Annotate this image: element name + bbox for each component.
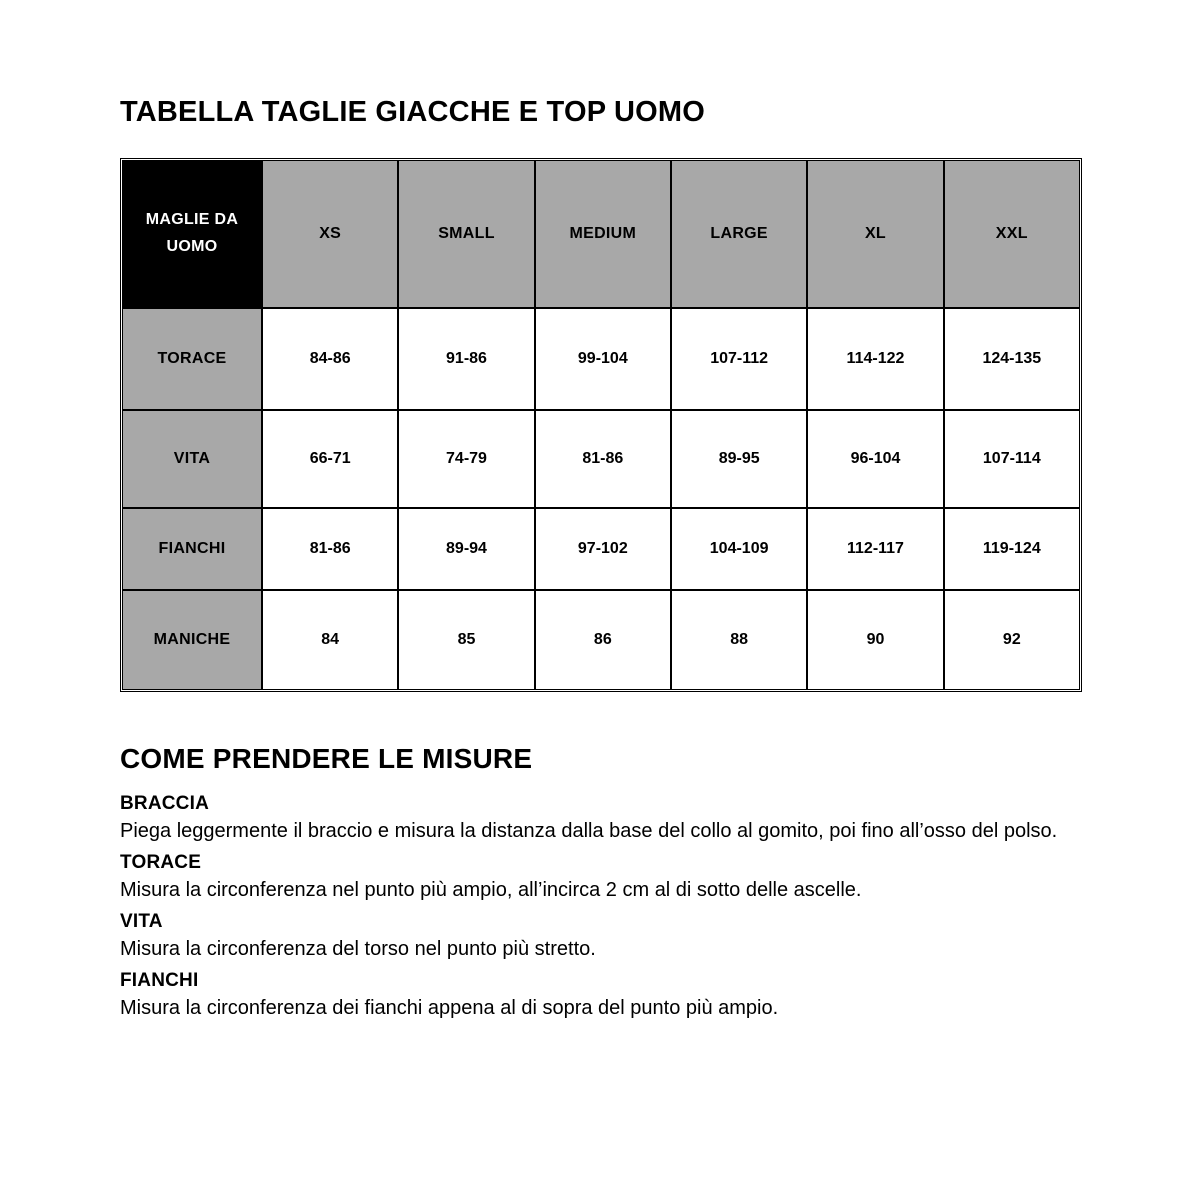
column-header-small: SMALL — [398, 160, 534, 308]
cell-maniche-xxl: 92 — [944, 590, 1080, 690]
cell-fianchi-xs: 81-86 — [262, 508, 398, 590]
row-label-fianchi: FIANCHI — [122, 508, 262, 590]
column-header-xl: XL — [807, 160, 943, 308]
table-body — [122, 308, 1080, 690]
column-header-xxl: XXL — [944, 160, 1080, 308]
cell-maniche-medium: 86 — [535, 590, 671, 690]
measurement-item-vita — [120, 911, 1080, 964]
cell-vita-large: 89-95 — [671, 410, 807, 508]
cell-maniche-xl: 90 — [807, 590, 943, 690]
table-row — [122, 590, 1080, 690]
table-header-row — [122, 160, 1080, 308]
column-header-xs: XS — [262, 160, 398, 308]
cell-maniche-small: 85 — [398, 590, 534, 690]
cell-fianchi-xl: 112-117 — [807, 508, 943, 590]
table-row — [122, 508, 1080, 590]
cell-maniche-xs: 84 — [262, 590, 398, 690]
table-row — [122, 308, 1080, 410]
cell-vita-xs: 66-71 — [262, 410, 398, 508]
measurement-description: Misura la circonferenza dei fianchi appena al di sopra del punto più ampio. — [120, 996, 779, 1019]
measurement-term: VITA — [120, 910, 163, 932]
cell-vita-xxl: 107-114 — [944, 410, 1080, 508]
measurement-description: Piega leggermente il braccio e misura la distanza dalla base del collo al gomito, poi fino all’osso del polso. — [120, 819, 1058, 842]
measurement-term: TORACE — [120, 851, 202, 873]
measurement-description: Misura la circonferenza nel punto più ampio, all’incirca 2 cm al di sotto delle ascelle. — [120, 878, 862, 901]
cell-torace-large: 107-112 — [671, 308, 807, 410]
size-chart-table — [121, 159, 1081, 691]
cell-fianchi-small: 89-94 — [398, 508, 534, 590]
cell-fianchi-xxl: 119-124 — [944, 508, 1080, 590]
cell-vita-small: 74-79 — [398, 410, 534, 508]
cell-vita-medium: 81-86 — [535, 410, 671, 508]
cell-torace-xs: 84-86 — [262, 308, 398, 410]
measurement-description: Misura la circonferenza del torso nel punto più stretto. — [120, 937, 596, 960]
measurement-item-braccia — [120, 793, 1080, 846]
measurement-item-torace — [120, 852, 1080, 905]
cell-fianchi-medium: 97-102 — [535, 508, 671, 590]
row-label-torace: TORACE — [122, 308, 262, 410]
size-table-wrapper — [120, 158, 1082, 692]
measurements-heading: COME PRENDERE LE MISURE — [120, 742, 533, 774]
measurement-term: BRACCIA — [120, 792, 210, 814]
table-header — [122, 160, 1080, 308]
cell-torace-xxl: 124-135 — [944, 308, 1080, 410]
table-row — [122, 410, 1080, 508]
row-label-vita: VITA — [122, 410, 262, 508]
cell-torace-xl: 114-122 — [807, 308, 943, 410]
measurement-term: FIANCHI — [120, 969, 199, 991]
measurement-item-fianchi — [120, 970, 1080, 1023]
cell-vita-xl: 96-104 — [807, 410, 943, 508]
cell-torace-small: 91-86 — [398, 308, 534, 410]
page-title: TABELLA TAGLIE GIACCHE E TOP UOMO — [120, 96, 705, 128]
cell-torace-medium: 99-104 — [535, 308, 671, 410]
row-label-maniche: MANICHE — [122, 590, 262, 690]
column-header-large: LARGE — [671, 160, 807, 308]
table-corner-label: MAGLIE DA UOMO — [122, 160, 262, 308]
column-header-medium: MEDIUM — [535, 160, 671, 308]
cell-fianchi-large: 104-109 — [671, 508, 807, 590]
cell-maniche-large: 88 — [671, 590, 807, 690]
